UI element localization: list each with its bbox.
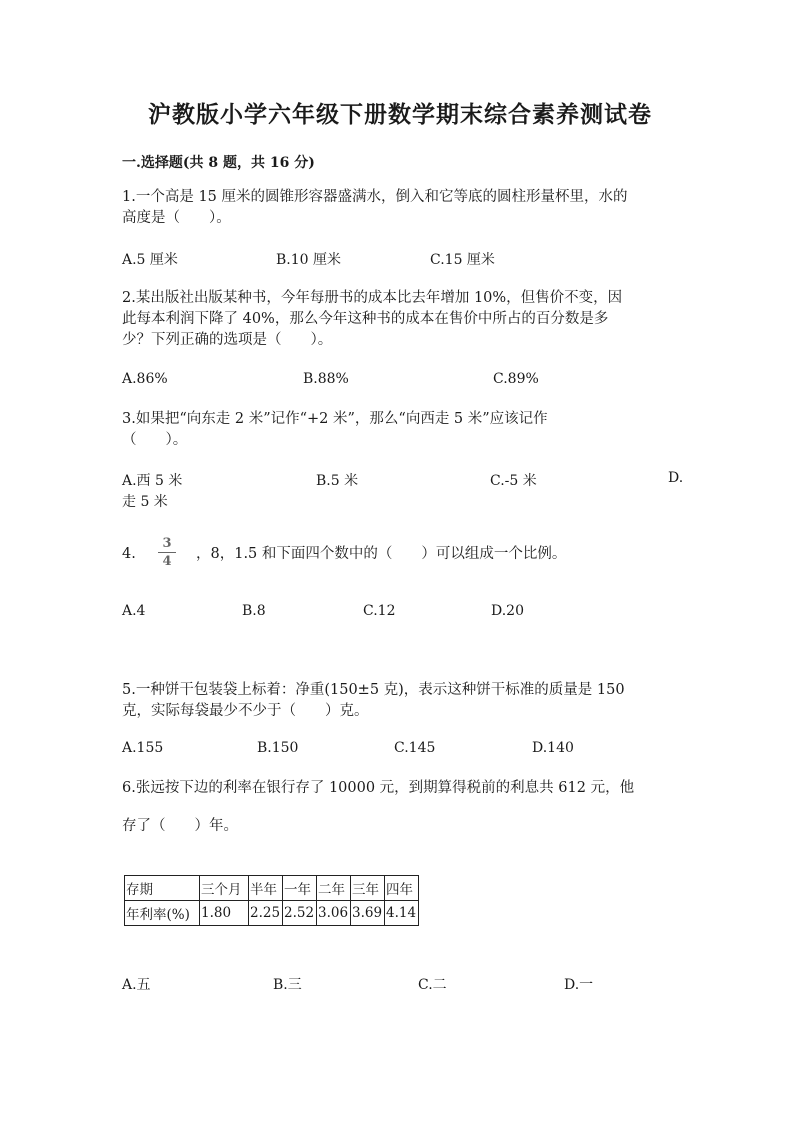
section-heading: 一.选择题(共 8 题，共 16 分) bbox=[122, 155, 315, 171]
question-2-option-a: A.86% bbox=[122, 371, 168, 387]
question-5-option-b: B.150 bbox=[257, 740, 299, 756]
question-4-number: 4. bbox=[122, 546, 136, 562]
table-cell: 3.69 bbox=[351, 901, 385, 926]
fraction-three-quarters bbox=[158, 536, 176, 569]
question-1-line-2: 高度是（ ）。 bbox=[122, 210, 231, 226]
question-2-line-1: 2.某出版社出版某种书，今年每册书的成本比去年增加 10%，但售价不变，因 bbox=[122, 290, 623, 306]
question-6-option-d: D.一 bbox=[564, 977, 594, 993]
question-2-option-c: C.89% bbox=[493, 371, 539, 387]
question-1-option-a: A.5 厘米 bbox=[122, 252, 178, 268]
question-1-option-c: C.15 厘米 bbox=[430, 252, 495, 268]
table-cell: 年利率(%) bbox=[125, 901, 200, 926]
question-2-option-b: B.88% bbox=[303, 371, 349, 387]
fraction-denominator: 4 bbox=[162, 554, 172, 569]
table-header-cell: 四年 bbox=[385, 876, 419, 901]
question-6-line-2: 存了（ ）年。 bbox=[122, 818, 238, 834]
table-header-cell: 三个月 bbox=[200, 876, 249, 901]
question-1-line-1: 1.一个高是 15 厘米的圆锥形容器盛满水，倒入和它等底的圆柱形量杯里，水的 bbox=[122, 189, 628, 205]
question-6-option-b: B.三 bbox=[273, 977, 302, 993]
interest-rate-table bbox=[124, 875, 419, 926]
question-3-option-b: B.5 米 bbox=[316, 473, 359, 489]
table-cell: 2.52 bbox=[283, 901, 317, 926]
question-5-option-a: A.155 bbox=[122, 740, 164, 756]
question-6-line-1: 6.张远按下边的利率在银行存了 10000 元，到期算得税前的利息共 612 元，他 bbox=[122, 780, 635, 796]
question-5-line-2: 克，实际每袋最少不少于（ ）克。 bbox=[122, 703, 369, 719]
table-header-cell: 一年 bbox=[283, 876, 317, 901]
question-4-option-d: D.20 bbox=[491, 603, 524, 619]
fraction-numerator: 3 bbox=[162, 536, 172, 551]
question-5-line-1: 5.一种饼干包装袋上标着：净重(150±5 克)，表示这种饼干标准的质量是 150 bbox=[122, 682, 625, 698]
question-2-line-3: 少？下列正确的选项是（ ）。 bbox=[122, 332, 333, 348]
fraction-bar bbox=[158, 552, 176, 553]
table-cell: 4.14 bbox=[385, 901, 419, 926]
question-3-line-1: 3.如果把“向东走 2 米”记作“+2 米”，那么“向西走 5 米”应该记作 bbox=[122, 411, 548, 427]
question-4-option-b: B.8 bbox=[242, 603, 266, 619]
question-1-option-b: B.10 厘米 bbox=[276, 252, 342, 268]
table-cell: 1.80 bbox=[200, 901, 249, 926]
question-4-text: ，8，1.5 和下面四个数中的（ ）可以组成一个比例。 bbox=[196, 546, 567, 562]
question-6-option-a: A.五 bbox=[122, 977, 151, 993]
table-header-cell: 三年 bbox=[351, 876, 385, 901]
table-header-row bbox=[125, 876, 419, 901]
table-header-cell: 二年 bbox=[317, 876, 351, 901]
table-row bbox=[125, 901, 419, 926]
question-4-option-c: C.12 bbox=[363, 603, 396, 619]
table-header-cell: 存期 bbox=[125, 876, 200, 901]
question-5-option-c: C.145 bbox=[394, 740, 436, 756]
table-cell: 2.25 bbox=[249, 901, 283, 926]
question-2-line-2: 此每本利润下降了 40%，那么今年这种书的成本在售价中所占的百分数是多 bbox=[122, 311, 609, 327]
question-3-option-d: D. bbox=[668, 470, 684, 486]
question-3-option-c: C.-5 米 bbox=[490, 473, 537, 489]
question-3-option-a: A.西 5 米 bbox=[122, 473, 183, 489]
question-5-option-d: D.140 bbox=[532, 740, 574, 756]
page-title: 沪教版小学六年级下册数学期末综合素养测试卷 bbox=[148, 101, 652, 128]
table-cell: 3.06 bbox=[317, 901, 351, 926]
question-6-option-c: C.二 bbox=[418, 977, 447, 993]
table-header-cell: 半年 bbox=[249, 876, 283, 901]
question-3-option-d-continued: 走 5 米 bbox=[122, 494, 168, 510]
question-3-line-2: （ ）。 bbox=[122, 432, 188, 448]
question-4-option-a: A.4 bbox=[122, 603, 146, 619]
